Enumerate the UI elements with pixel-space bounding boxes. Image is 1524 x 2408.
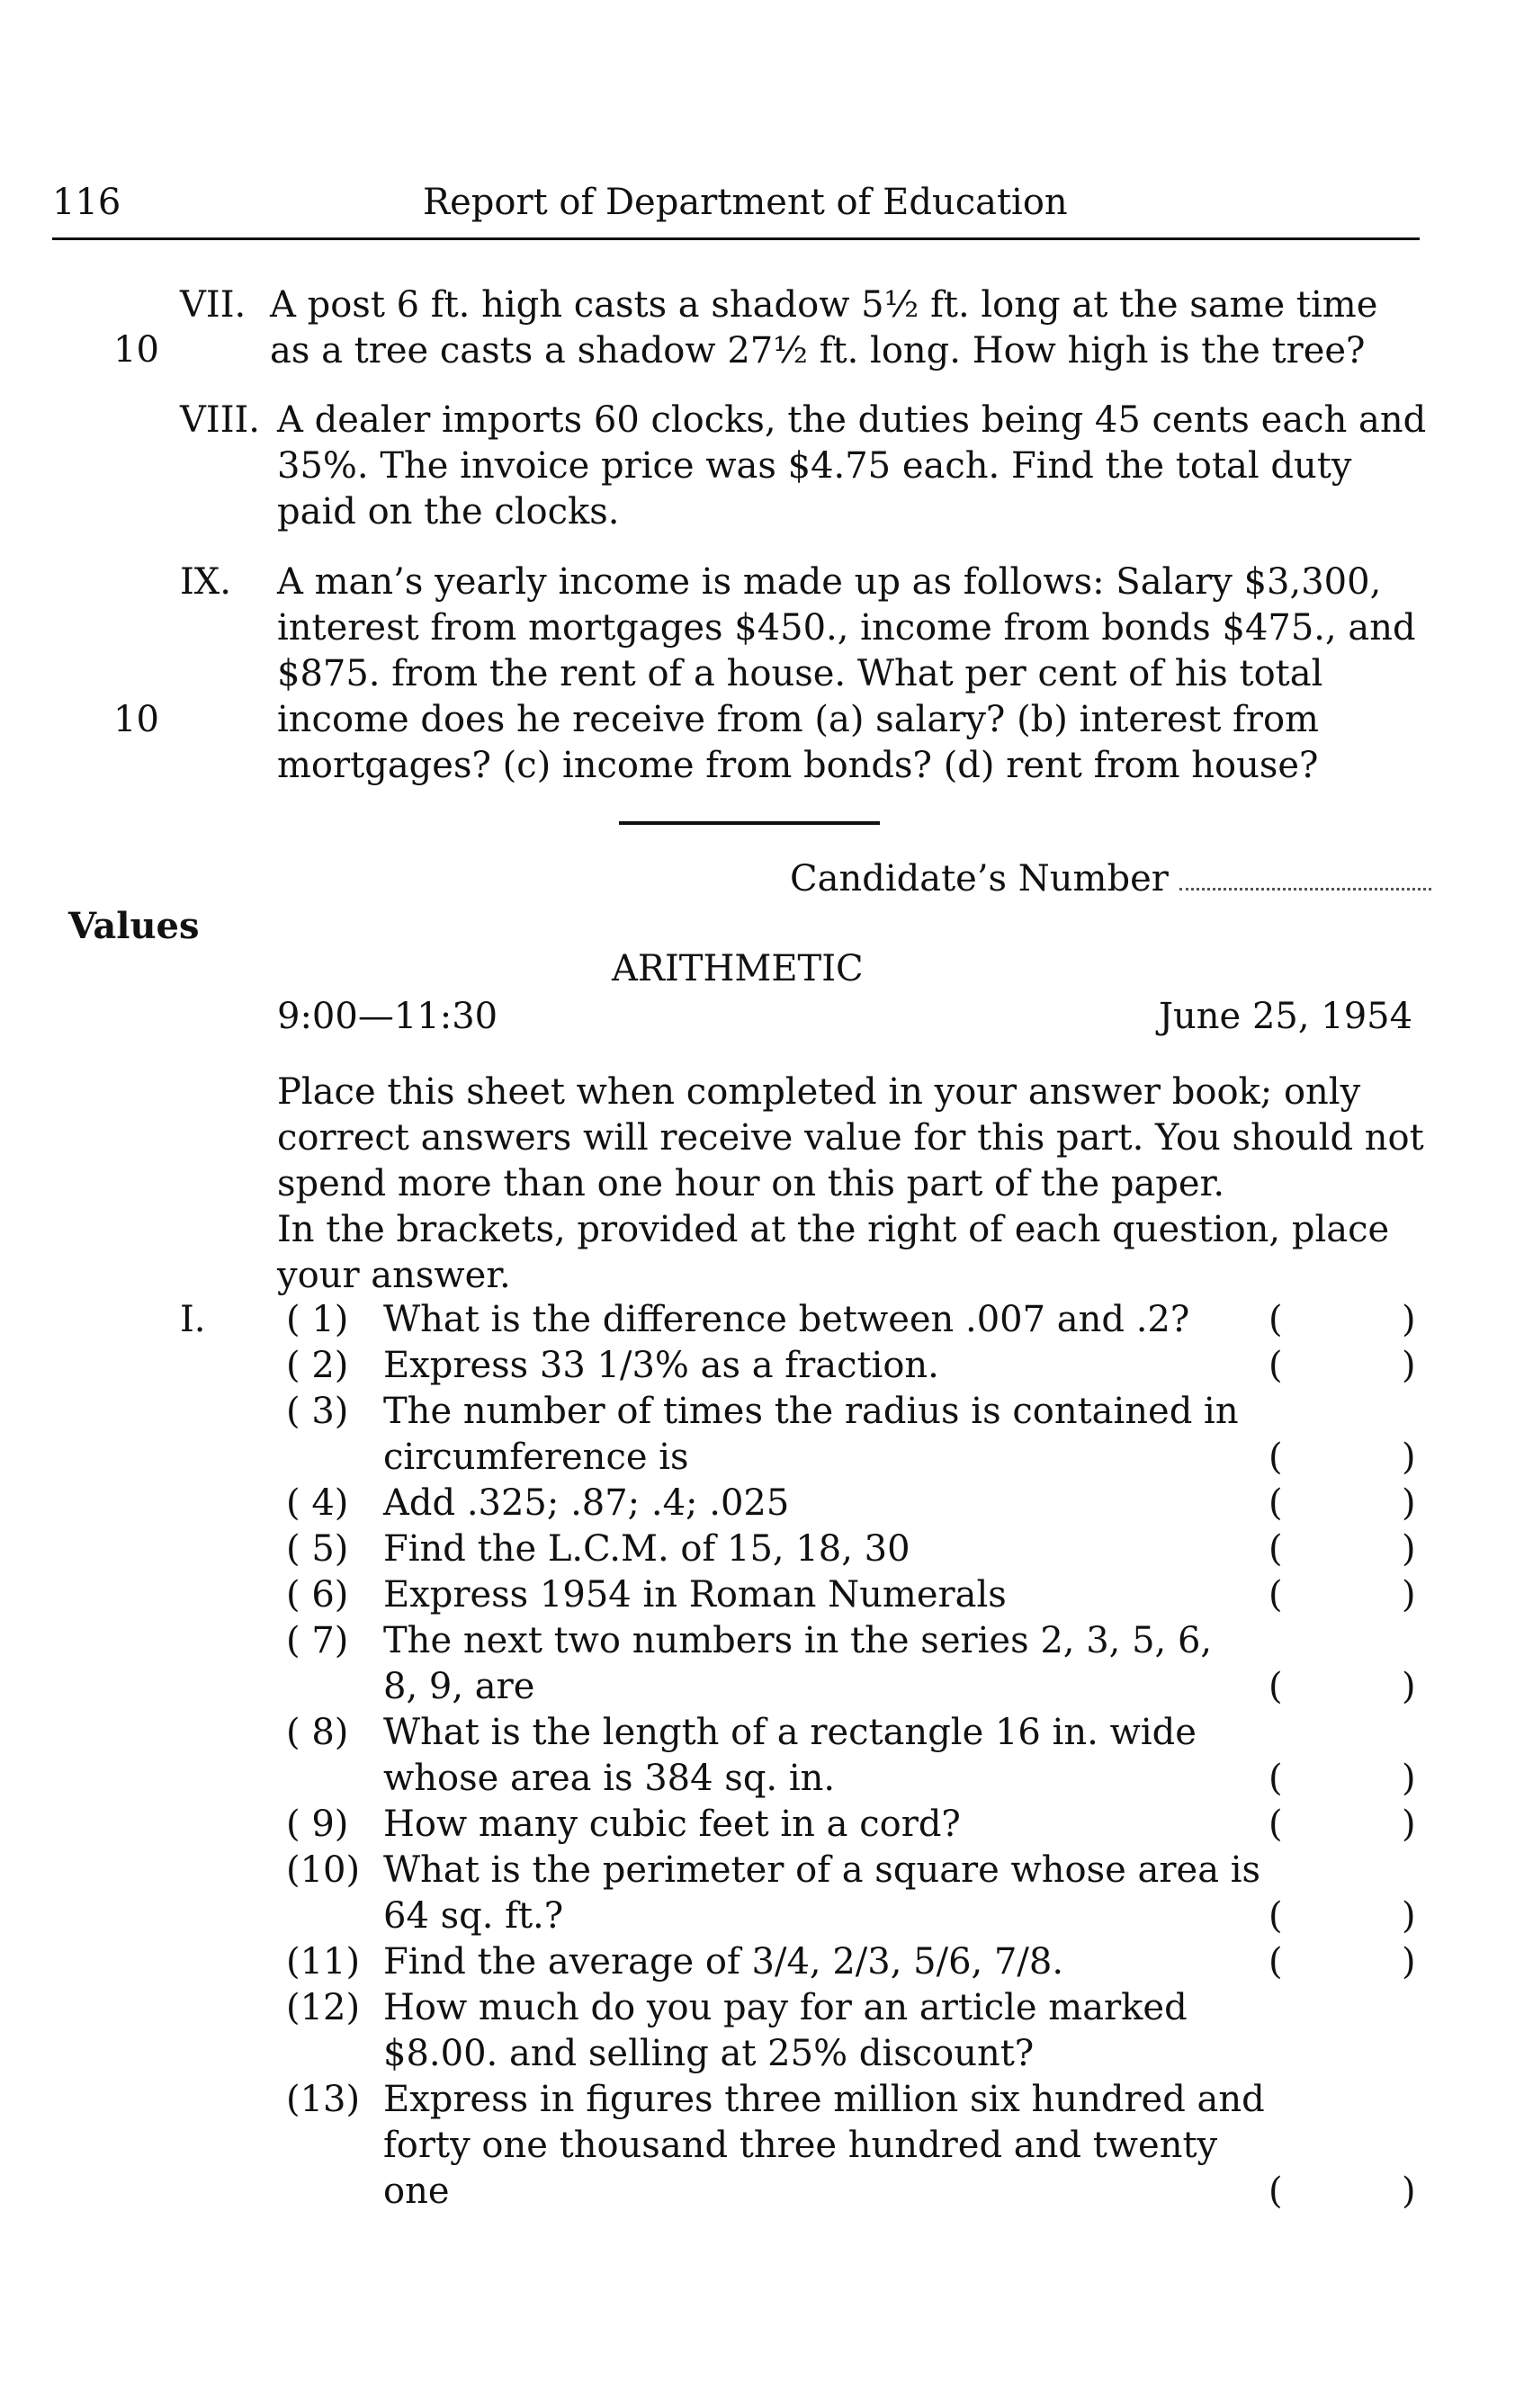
- section-label: I.: [180, 1299, 206, 1340]
- question-9: [0, 1804, 1524, 1849]
- instructions-line-2: correct answers will receive value for this part. You should not: [277, 1117, 1424, 1159]
- exam-time: 9:00—11:30: [277, 996, 498, 1037]
- problem-9-line-2: interest from mortgages $450., income from bonds $475., and: [277, 607, 1416, 649]
- problem-9-line-4: income does he receive from (a) salary? (b) interest from: [277, 699, 1319, 740]
- question-number: ( 1): [286, 1299, 349, 1340]
- problem-8-line-1: A dealer imports 60 clocks, the duties being 45 cents each and: [277, 399, 1427, 441]
- answer-bracket-close: ): [1402, 1528, 1416, 1570]
- question-text-line: one: [383, 2171, 450, 2212]
- problem-7-label: VII.: [180, 284, 247, 326]
- instructions-line-3: spend more than one hour on this part of the paper.: [277, 1163, 1225, 1204]
- question-number: ( 8): [286, 1712, 349, 1753]
- problem-7-line-1: A post 6 ft. high casts a shadow 5½ ft. long at the same time: [270, 284, 1378, 326]
- problem-8-label: VIII.: [180, 399, 261, 441]
- header-rule: [52, 237, 1420, 240]
- question-text-line: What is the length of a rectangle 16 in. wide: [383, 1712, 1197, 1753]
- question-text-line: circumference is: [383, 1437, 689, 1478]
- instructions-line-1: Place this sheet when completed in your answer book; only: [277, 1071, 1361, 1113]
- problem-7-value: 10: [113, 329, 159, 371]
- answer-bracket-close: ): [1402, 2171, 1416, 2212]
- question-number: ( 9): [286, 1804, 349, 1845]
- question-text-line: What is the perimeter of a square whose area is: [383, 1849, 1261, 1891]
- answer-bracket-open: (: [1269, 1299, 1283, 1340]
- question-5: [0, 1528, 1524, 1574]
- question-1: [0, 1299, 1524, 1345]
- question-text-line: Express 33 1/3% as a fraction.: [383, 1345, 939, 1386]
- section-separator: [619, 821, 880, 825]
- question-number: (13): [286, 2079, 361, 2120]
- candidate-number: [790, 856, 1431, 902]
- question-text-line: 64 sq. ft.?: [383, 1895, 564, 1937]
- question-7: [0, 1620, 1524, 1712]
- answer-bracket-open: (: [1269, 1758, 1283, 1799]
- answer-bracket-open: (: [1269, 1804, 1283, 1845]
- answer-bracket-close: ): [1402, 1895, 1416, 1937]
- question-text-line: The next two numbers in the series 2, 3, 5, 6,: [383, 1620, 1213, 1661]
- answer-bracket-open: (: [1269, 1482, 1283, 1524]
- exam-date: June 25, 1954: [1159, 996, 1413, 1037]
- answer-bracket-open: (: [1269, 1666, 1283, 1707]
- question-text-line: The number of times the radius is contained in: [383, 1391, 1239, 1432]
- question-12: [0, 1987, 1524, 2079]
- problem-8-line-2: 35%. The invoice price was $4.75 each. Find the total duty: [277, 445, 1352, 487]
- candidate-number-label: Candidate’s Number: [790, 858, 1169, 900]
- answer-bracket-open: (: [1269, 1895, 1283, 1937]
- question-text-line: Express in figures three million six hundred and: [383, 2079, 1265, 2120]
- problem-9-label: IX.: [180, 561, 231, 603]
- answer-bracket-close: ): [1402, 1941, 1416, 1983]
- answer-bracket-close: ): [1402, 1574, 1416, 1616]
- answer-bracket-open: (: [1269, 1528, 1283, 1570]
- question-text-line: 8, 9, are: [383, 1666, 535, 1707]
- question-4: [0, 1482, 1524, 1528]
- values-label: Values: [68, 905, 200, 947]
- question-2: [0, 1345, 1524, 1391]
- answer-bracket-close: ): [1402, 1482, 1416, 1524]
- problem-9-line-1: A man’s yearly income is made up as follows: Salary $3,300,: [277, 561, 1382, 603]
- question-number: ( 4): [286, 1482, 349, 1524]
- question-text-line: How many cubic feet in a cord?: [383, 1804, 961, 1845]
- instructions-line-5: your answer.: [277, 1255, 511, 1296]
- question-number: (11): [286, 1941, 361, 1983]
- answer-bracket-open: (: [1269, 1941, 1283, 1983]
- problem-8-line-3: paid on the clocks.: [277, 491, 620, 533]
- answer-bracket-open: (: [1269, 1345, 1283, 1386]
- question-text-line: $8.00. and selling at 25% discount?: [383, 2033, 1035, 2074]
- question-6: [0, 1574, 1524, 1620]
- answer-bracket-close: ): [1402, 1804, 1416, 1845]
- question-number: (12): [286, 1987, 361, 2028]
- question-text-line: forty one thousand three hundred and twenty: [383, 2125, 1218, 2166]
- question-text-line: Find the average of 3/4, 2/3, 5/6, 7/8.: [383, 1941, 1064, 1983]
- question-number: ( 7): [286, 1620, 349, 1661]
- question-number: ( 5): [286, 1528, 349, 1570]
- question-text-line: Add .325; .87; .4; .025: [383, 1482, 790, 1524]
- question-number: ( 6): [286, 1574, 349, 1616]
- page-number: 116: [52, 182, 121, 223]
- answer-bracket-close: ): [1402, 1758, 1416, 1799]
- answer-bracket-open: (: [1269, 1574, 1283, 1616]
- question-text-line: How much do you pay for an article marked: [383, 1987, 1188, 2028]
- question-number: ( 2): [286, 1345, 349, 1386]
- running-header: Report of Department of Education: [423, 182, 1068, 223]
- question-3: [0, 1391, 1524, 1482]
- question-text-line: Express 1954 in Roman Numerals: [383, 1574, 1007, 1616]
- question-number: ( 3): [286, 1391, 349, 1432]
- question-8: [0, 1712, 1524, 1804]
- question-11: [0, 1941, 1524, 1987]
- question-13: [0, 2079, 1524, 2216]
- answer-bracket-open: (: [1269, 1437, 1283, 1478]
- candidate-number-blank: [1179, 879, 1431, 891]
- question-text-line: What is the difference between .007 and .2?: [383, 1299, 1190, 1340]
- answer-bracket-close: ): [1402, 1666, 1416, 1707]
- answer-bracket-close: ): [1402, 1299, 1416, 1340]
- question-number: (10): [286, 1849, 361, 1891]
- answer-bracket-open: (: [1269, 2171, 1283, 2212]
- instructions-line-4: In the brackets, provided at the right of each question, place: [277, 1209, 1390, 1250]
- problem-9-line-5: mortgages? (c) income from bonds? (d) rent from house?: [277, 745, 1319, 786]
- answer-bracket-close: ): [1402, 1437, 1416, 1478]
- problem-9-line-3: $875. from the rent of a house. What per cent of his total: [277, 653, 1323, 694]
- question-10: [0, 1849, 1524, 1941]
- question-text-line: Find the L.C.M. of 15, 18, 30: [383, 1528, 910, 1570]
- exam-subject: ARITHMETIC: [612, 948, 864, 989]
- answer-bracket-close: ): [1402, 1345, 1416, 1386]
- problem-7-line-2: as a tree casts a shadow 27½ ft. long. How high is the tree?: [270, 330, 1366, 371]
- problem-9-value: 10: [113, 699, 159, 740]
- question-text-line: whose area is 384 sq. in.: [383, 1758, 836, 1799]
